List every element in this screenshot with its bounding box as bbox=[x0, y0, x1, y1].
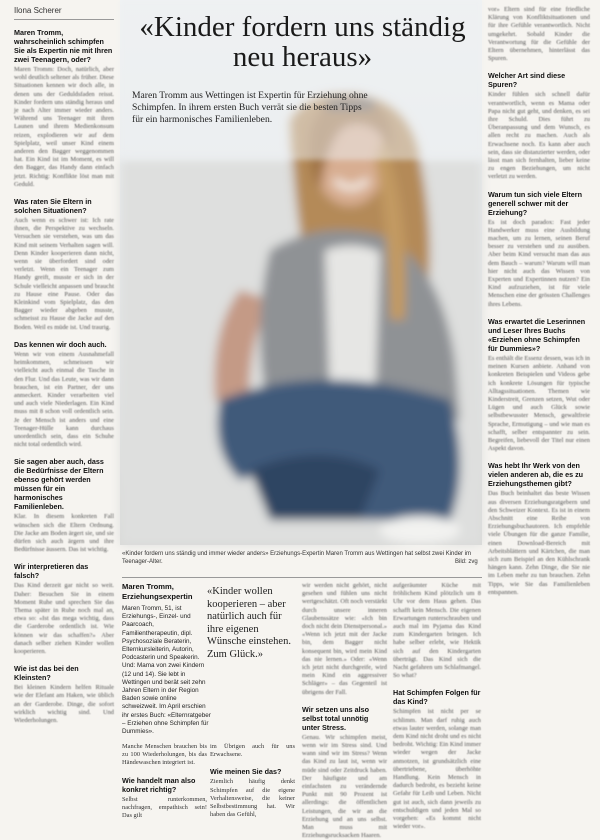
interview-answer: Das Buch beinhaltet das beste Wissen aus diversen Erziehungsratgebern und den Schweizer Kontext. Es ist in einem Abschnitt eine Reihe von Erziehungsbuchautoren. Ich empfehle viele Übungen für die ganze Familie, einen Download-Bereich mit Arbeitsblättern und Kärtchen, die man sich zum Beispiel an den Kühlschrank hängen kann. Zehn Dinge, die Sie nie im Leben mehr zu tun brauchen. Zehn Tipps, wie Sie das Familienleben entspannen. bbox=[488, 490, 590, 596]
lower-rule bbox=[122, 577, 482, 578]
interview-question: Was erwartet die Leserinnen und Leser Ihres Buchs «Erziehen ohne Schimpfen für Dummies»? bbox=[488, 316, 586, 353]
interview-question: Wie ist das bei den Kleinsten? bbox=[14, 664, 79, 683]
interview-answer: im Übrigen auch für uns Erwachsene. bbox=[210, 743, 295, 759]
interview-question: Sie sagen aber auch, dass die Bedürfnisse der Eltern ebenso gehört werden müssen für ein harmonisches Familienleben. bbox=[14, 457, 104, 512]
interview-answer: Wenn wir von einem Ausnahmefall heimkommen, schmeissen wir vielleicht auch einmal die Tasche in den Flur. Und das Leute, was wir dann brauchen, ist ein Partner, der uns anmeckert. Kinder verarbeiten viel und auch viele Niederlagen. Ein Kind muss mit 8 schon voll ordentlich sein. Je der Mensch ist anders und eine Teenager-Hülle kann durchaus unordentlich sein, dass ein Schuhe nicht total ordentlich wird. bbox=[14, 350, 114, 449]
column-middle bbox=[302, 582, 387, 840]
interview-question: Was raten Sie Eltern in solchen Situationen? bbox=[14, 197, 92, 216]
interview-answer: Selbst runterkommen, nachfragen, empathisch sein! Das gilt bbox=[122, 795, 207, 820]
photo-caption: «Kinder fordern uns ständig und immer wieder anders» Erziehungs-Expertin Maren Tromm aus Wettingen hat selbst zwei Kinder im Teenager-Alter. bbox=[122, 551, 472, 565]
infobox-title: Maren Tromm, Erziehungsexpertin bbox=[122, 582, 193, 601]
interview-answer: Es ist doch paradox: Fast jeder Handwerker muss eine Ausbildung machen, um zu lernen, seinen Beruf besser zu verstehen und zu ausüben. Aber beim Kind versucht man das aus dem Bauch – warum? Warum will man hier nicht auch das Wissen von Experten und Expertinnen nutzen? Ein Kind aufzuziehen, ist für viele Menschen eine der grössten Challenges ihres Lebens. bbox=[488, 218, 590, 308]
interview-question: Wir interpretieren das falsch? bbox=[14, 562, 89, 581]
photo-credit: Bild: zvg bbox=[455, 559, 478, 565]
interview-question: Hat Schimpfen Folgen für das Kind? bbox=[393, 688, 481, 707]
infobox-text: Maren Tromm, 51, ist Erziehungs-, Einzel- und Paarcoach, Familientherapeutin, dipl. Psychosoziale Beraterin, Elternkursleiterin, Autorin, Podcasterin und Speakerin. Und: Mama von zwei Kindern (12 und 14). Sie lebt in Wettingen und berät seit zehn Jahren Eltern in der Region Baden sowie online schweizweit. Im April erschien ihr erstes Buch: «Elternratgeber – Erziehen ohne Schimpfen für Dummies». bbox=[122, 605, 211, 736]
interview-answer: Manche Menschen brauchen bis zu 100 Wiederholungen, bis das Händewaschen integriert ist. bbox=[122, 743, 207, 767]
interview-answer: Klar. In diesem konkreten Fall wünschen sich die Eltern Ordnung. Die Jacke am Boden ärgert sie, und sie dürfen sich auch ärgern und ihre Bedürfnisse äussern. Das ist wichtig. bbox=[14, 513, 114, 554]
interview-answer: Maren Tromm: Doch, natürlich, aber wohl deutlich seltener als früher. Diese Situationen kennen wir doch alle, in denen uns der Geduldsfaden reisst. Kinder fordern uns ständig heraus und je nach Alter immer wieder anders. Während uns Teenager mit ihren Launen und ihrem Medienkonsum reizen, explodieren wir auf dem Spielplatz, weil unser Kind einem anderen den Bagger weggenommen hat. Ein Kind ist im Moment, es will den Bagger, das Handy dann einfach jetzt. Richtig: Konflikte löst man mit Geduld. bbox=[14, 66, 114, 188]
interview-answer: Bei kleinen Kindern helfen Rituale wie der Elefant am Haken, wie üblich an der Garderobe. Dinge, die sofort wirklich wichtig sind. Und Wiederholungen. bbox=[14, 684, 114, 724]
lead-paragraph: Maren Tromm aus Wettingen ist Expertin für Erziehung ohne Schimpfen. In ihrem ersten Buch verrät sie die besten Tipps für ein harmonisches Familienleben. bbox=[132, 90, 368, 125]
interview-answer: aufgeräumter Küche mit fröhlichem Kind plötzlich um 8 Uhr vor dem Haus gehen. Das schafft kein Mensch. Die eigenen Erwartungen runterschrauben und auch mal im Pyjama das Kind zum Kindergarten bringen. Ich habe selber erlebt, wie Hektik sich auf den Kindergarten überträgt. Das Kind sich die Nacht gefahren um Schlafmangel. So what? bbox=[393, 582, 481, 680]
pull-quote: «Kinder wollen kooperieren – aber natürlich auch für ihre eigenen Wünsche einstehen. Zum Glück.» bbox=[207, 586, 291, 660]
interview-question: Wie handelt man also konkret richtig? bbox=[122, 775, 196, 794]
headline: «Kinder fordern uns ständig neu heraus» bbox=[139, 11, 466, 73]
interview-question: Wie meinen Sie das? bbox=[210, 767, 282, 777]
portrait-photo bbox=[120, 0, 482, 545]
interview-answer: Schimpfen ist nicht per se schlimm. Man darf ruhig auch etwas lauter werden, solange man dem Kind nicht droht und es nicht bedroht. Wichtig: Ein Kind immer wieder wegen der Jacke anmotzen, ist grundsätzlich eine übertriebene, überhöhte Handlung. Kein Mensch in dadurch bedroht, es bezieht keine Gefahr für Leib und Leben. Nicht gut ist auch, sich dann jeweils zu entschuldigen und jeden Mal so vorgehen: «Es kommt nicht wieder vor». bbox=[393, 708, 481, 831]
interview-answer: Es enthält die Essenz dessen, was ich in meinen Kursen anbiete. Anhand von konkreten Beispielen und Videos gebe ich konkrete Lösungen für typische Alltagssituationen. Themen wie Kinderstreit, Grenzen setzen, Wut oder Lügen und auch Glück sowie selbstbewusster Mensch, gewaltfreie Sprache, Ermutigung – und wie man es schafft, selber entspannter zu sein. Begreifen, liebevoll der Titel nur einen Aspekt davon. bbox=[488, 354, 590, 453]
interview-question: Welcher Art sind diese Spuren? bbox=[488, 71, 566, 90]
interview-answer: Das Kind derzeit gar nicht so weit. Daher: Besuchen Sie in einem Moment Ruhe und sprechen Sie das Thema später in Ruhe noch mal an, etwa so: «Ist das mega wichtig, dass die Garderobe ordentlich ist. Wie können wir das schaffen?» Aber danach selber ziehen Kinder wollen kooperieren. bbox=[14, 582, 114, 655]
interview-question: Das kennen wir doch auch. bbox=[14, 339, 107, 349]
interview-answer: vor» Eltern sind für eine friedliche Klärung von Konfliktsituationen und für ihre Gefühle verantwortlich. Nicht umgekehrt. Sobald Kinder die Verantwortung für die Gefühle der Eltern übernehmen, hinterlässt das Spuren. bbox=[488, 6, 590, 63]
column-right bbox=[488, 6, 590, 813]
interview-answer: wir werden nicht gehört, nicht gesehen und fühlen uns nicht wertgeschätzt. Oft noch verstärkt durch unsere inneren Glaubenssätze wie: «Ich bin doch nicht dein Dienstpersonal.» «Wenn ich jetzt mit der Jacke bin, dem Bagger nicht konsequent bin, wird mein Kind das nie lernen.» Oder: «Wenn ich jetzt nicht durchgreife, wird mein Kind ein aggressiver Schläger» – das Gegenteil ist übrigens der Fall. bbox=[302, 582, 387, 696]
column-middle-2 bbox=[393, 582, 481, 831]
portrait-illustration bbox=[120, 0, 482, 545]
interview-question: Wir setzen uns also selbst total unnötig unter Stress. bbox=[302, 704, 370, 732]
interview-answer: Genau. Wir schimpfen meist, wenn wir im Stress sind. Und wann sind wir im Stress? Wenn das Kind zu laut ist, wenn wir müde sind oder Zeitdruck haben. Der häufigste und am einfachsten zu verändernde Punkt mit 90 Prozent ist allerdings: die öffentlichen Leistungen, die wir an die Erziehung und an uns selbst. Man muss mit Erziehungsrucksacken Haaren. bbox=[302, 733, 387, 840]
interview-question: Was hebt Ihr Werk von den vielen anderen ab, die es zu Erziehungsthemen gibt? bbox=[488, 461, 584, 489]
column-infobox-below bbox=[122, 743, 207, 820]
column-pullquote-below bbox=[210, 743, 295, 819]
interview-answer: Kinder fühlen sich schnell dafür verantwortlich, wenn es Mama oder Papa nicht gut geht, und denken, es sei ihre Schuld. Dies führt zu Überanpassung und dem Wunsch, es allen recht zu machen. Auch als Erwachsene noch. Es kann aber auch sein, dass sie distanzierter werden, oder lässt man sich fernhalten, lieber keine zu engen Beziehungen, um nicht verletzt zu werden. bbox=[488, 91, 590, 181]
interview-question: Maren Tromm, wahrscheinlich schimpfen Sie als Expertin nie mit Ihren zwei Teenagern, oder? bbox=[14, 28, 113, 64]
interview-answer: Auch wenn es schwer ist: Ich rate ihnen, die Perspektive zu wechseln. Versuchen sie verstehen, was um das Kind mit seinem Verhalten sagen will. Denn Kinder kooperieren dann nicht, wenn sie überfordert sind oder verletzt. Wenn ein Teenager zum Handy greift, musste er sich in der Schule vielleicht anpassen und braucht zu Hause eine Pause. Oder das Kleinkind vom Spielplatz, das den Bagger wieder abgeben musste, schmeisst zu Hause die Jacke auf den Boden. Weil es müde ist. Und traurig. bbox=[14, 217, 114, 331]
interview-answer: Ziemlich häufig denkt Schimpfen auf die eigene Verhaltensweise, die keiner Selbstbestimmung hat. Wir haben das Gefühl, bbox=[210, 778, 295, 819]
author-byline: Ilona Scherer bbox=[14, 6, 62, 15]
author-rule bbox=[14, 19, 114, 20]
author-infobox bbox=[122, 582, 212, 736]
column-left bbox=[14, 28, 114, 813]
interview-question: Warum tun sich viele Eltern generell schwer mit der Erziehung? bbox=[488, 189, 582, 217]
